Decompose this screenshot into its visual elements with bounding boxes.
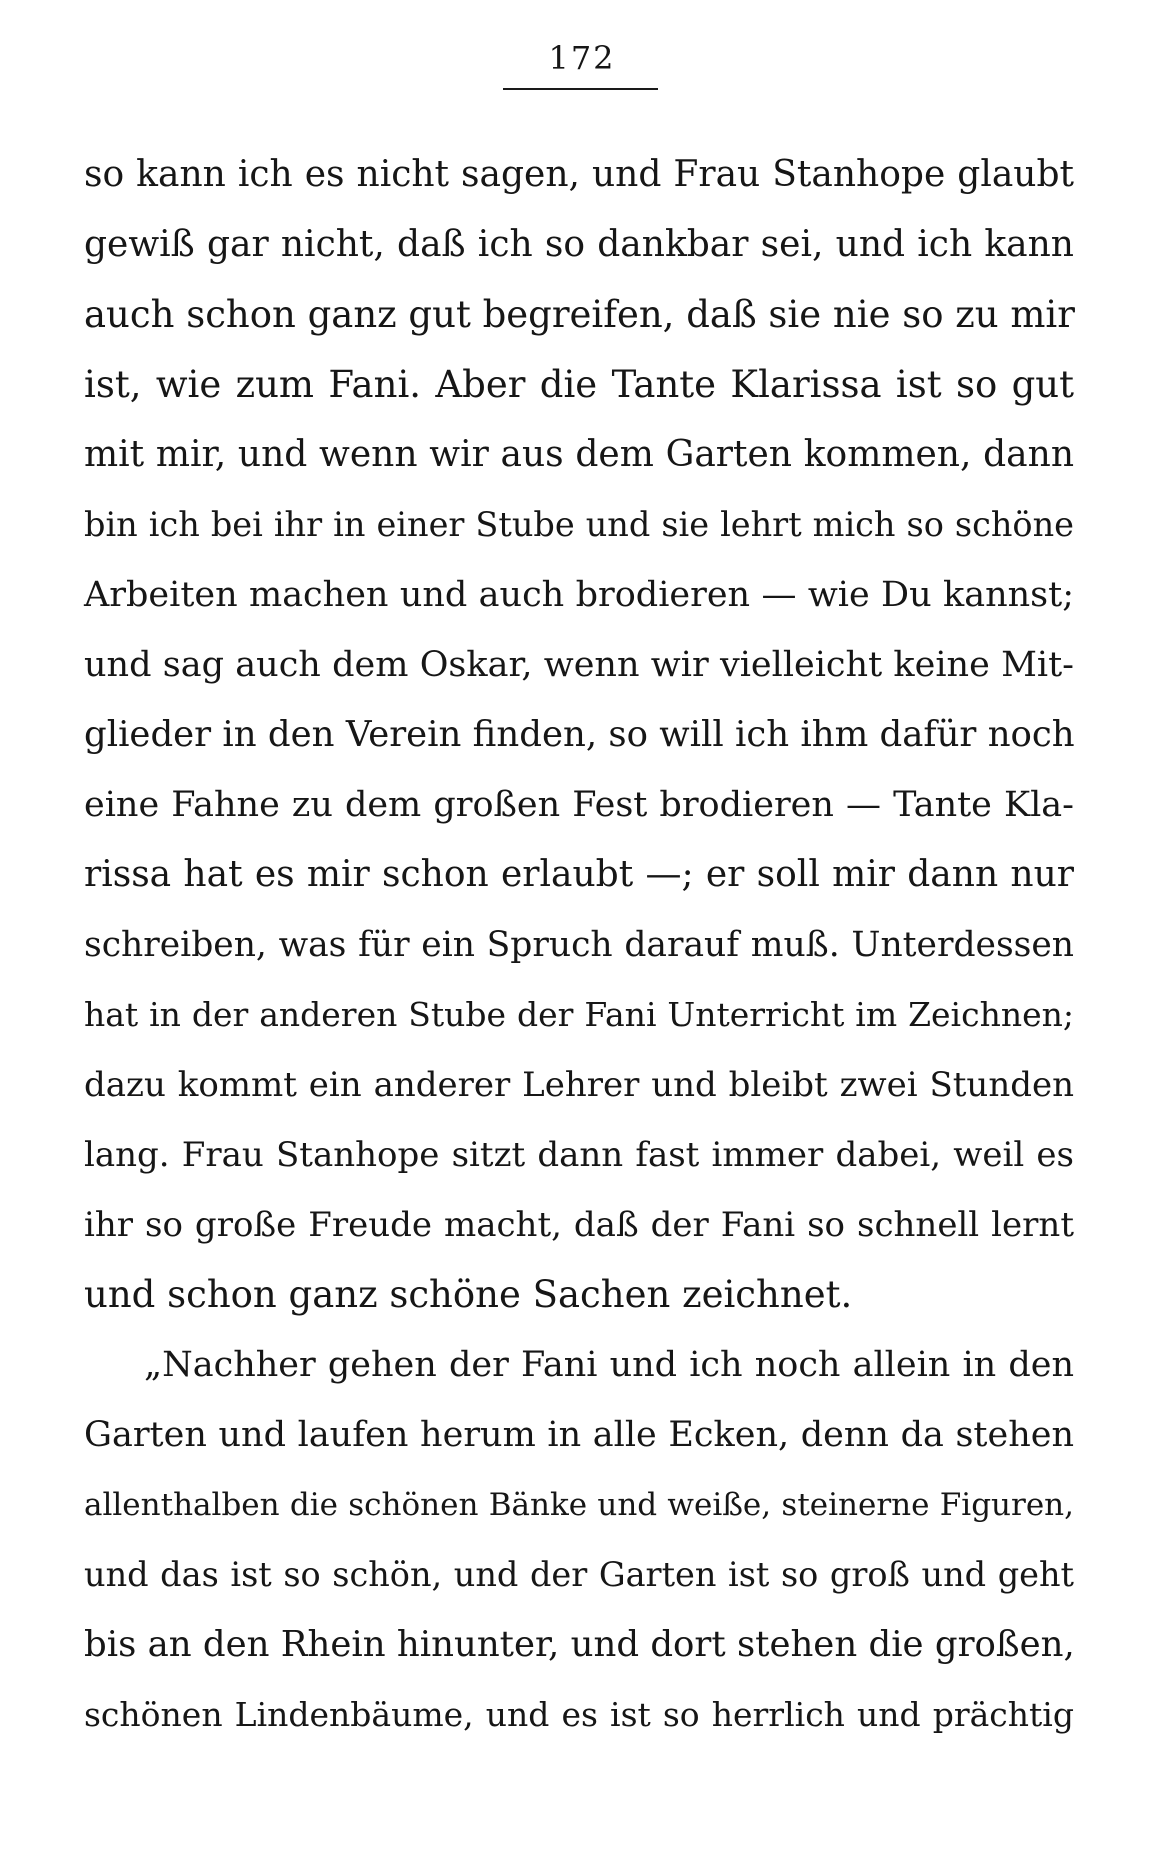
text-line: gewiß gar nicht, daß ich so dankbar sei, und ich kann	[84, 224, 1074, 265]
text-line: hat in der anderen Stube der Fani Unterricht im Zeichnen;	[84, 995, 1074, 1034]
text-line: ist, wie zum Fani. Aber die Tante Klarissa ist so gut	[84, 363, 1074, 406]
text-line: Arbeiten machen und auch brodieren — wie Du kannst;	[84, 575, 1074, 615]
text-line: Garten und laufen herum in alle Ecken, denn da stehen	[84, 1415, 1074, 1455]
text-line: dazu kommt ein anderer Lehrer und bleibt zwei Stunden	[84, 1065, 1074, 1105]
page-number: 172	[548, 39, 616, 77]
text-line: bis an den Rhein hinunter, und dort stehen die großen,	[84, 1624, 1075, 1665]
text-line: rissa hat es mir schon erlaubt —; er soll mir dann nur	[84, 854, 1074, 895]
paragraph-start-line: „Nachher gehen der Fani und ich noch allein in den	[144, 1345, 1074, 1385]
text-line: bin ich bei ihr in einer Stube und sie lehrt mich so schöne	[84, 505, 1074, 544]
text-line: ihr so große Freude macht, daß der Fani so schnell lernt	[84, 1205, 1074, 1245]
text-line: allenthalben die schönen Bänke und weiße, steinerne Figuren,	[84, 1487, 1074, 1523]
text-line: und sag auch dem Oskar, wenn wir vielleicht keine Mit-	[84, 645, 1074, 685]
text-line: mit mir, und wenn wir aus dem Garten kommen, dann	[84, 434, 1074, 475]
text-line: schreiben, was für ein Spruch darauf muß. Unterdessen	[84, 925, 1074, 965]
text-line: und das ist so schön, und der Garten ist so groß und geht	[84, 1555, 1074, 1594]
text-line: so kann ich es nicht sagen, und Frau Stanhope glaubt	[84, 154, 1074, 195]
text-line: eine Fahne zu dem großen Fest brodieren — Tante Kla-	[84, 785, 1074, 825]
text-line: glieder in den Verein finden, so will ich ihm dafür noch	[84, 714, 1075, 755]
text-line: lang. Frau Stanhope sitzt dann fast immer dabei, weil es	[84, 1135, 1074, 1175]
paragraph-end-line: und schon ganz schöne Sachen zeichnet.	[84, 1273, 853, 1316]
body-text	[84, 140, 1074, 1750]
text-line: schönen Lindenbäume, und es ist so herrlich und prächtig	[84, 1695, 1074, 1734]
text-line: auch schon ganz gut begreifen, daß sie nie so zu mir	[84, 293, 1075, 336]
header-rule	[503, 88, 658, 90]
